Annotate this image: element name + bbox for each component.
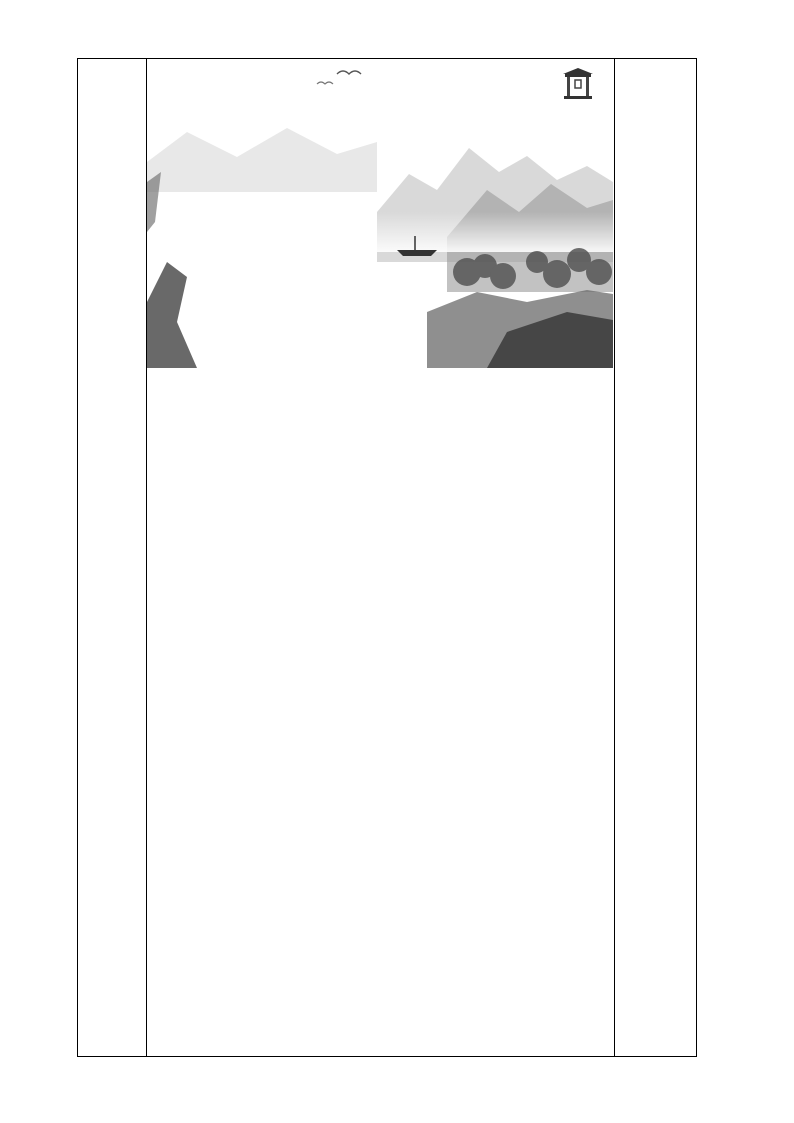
ink-landscape-illustration	[147, 62, 613, 368]
lesson-content	[147, 60, 613, 368]
column-divider-right	[614, 59, 615, 1056]
pavilion-icon	[561, 66, 595, 100]
exercise-illustration	[147, 62, 613, 368]
